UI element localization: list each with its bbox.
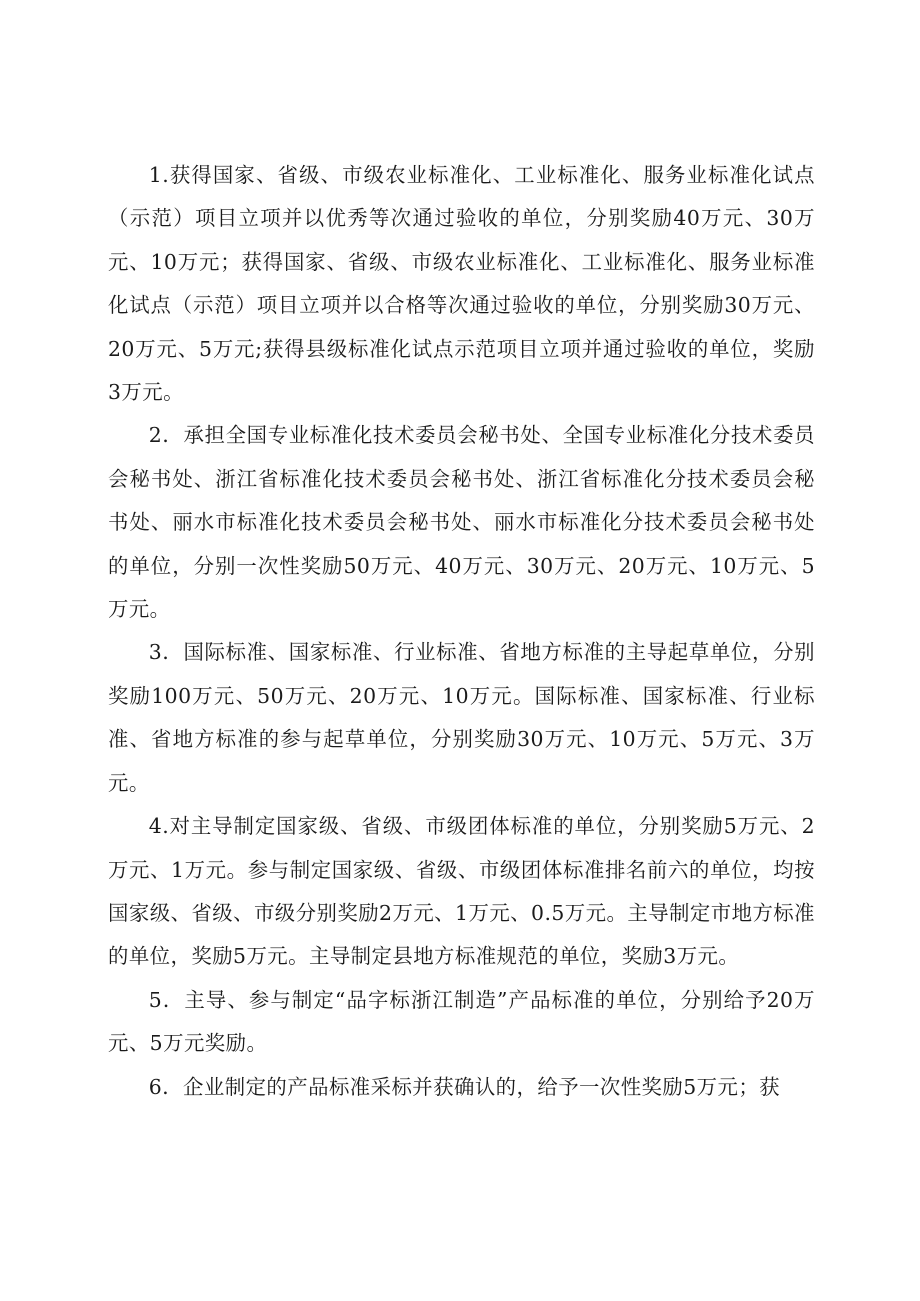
paragraph-6: 6．企业制定的产品标准采标并获确认的，给予一次性奖励5万元；获 [148,1074,781,1099]
paragraph-3: 3．国际标准、国家标准、行业标准、省地方标准的主导起草单位，分别奖励100万元、50万元、20万元、10万元。国际标准、国家标准、行业标准、省地方标准的参与起草单位，分别奖励30万元、10万元、5万元、3万元。 [108,640,815,795]
document-body [108,154,815,1109]
paragraph-5: 5．主导、参与制定“品字标浙江制造”产品标准的单位，分别给予20万元、5万元奖励。 [108,987,815,1056]
paragraph-2: 2．承担全国专业标准化技术委员会秘书处、全国专业标准化分技术委员会秘书处、浙江省标准化技术委员会秘书处、浙江省标准化分技术委员会秘书处、丽水市标准化技术委员会秘书处、丽水市标准化分技术委员会秘书处的单位，分别一次性奖励50万元、40万元、30万元、20万元、10万元、5万元。 [108,423,815,622]
paragraph-1: 1.获得国家、省级、市级农业标准化、工业标准化、服务业标准化试点（示范）项目立项并以优秀等次通过验收的单位，分别奖励40万元、30万元、10万元；获得国家、省级、市级农业标准化、工业标准化、服务业标准化试点（示范）项目立项并以合格等次通过验收的单位，分别奖励30万元、20万元、5万元;获得县级标准化试点示范项目立项并通过验收的单位，奖励3万元。 [108,163,815,405]
paragraph-4: 4.对主导制定国家级、省级、市级团体标准的单位，分别奖励5万元、2万元、1万元。参与制定国家级、省级、市级团体标准排名前六的单位，均按国家级、省级、市级分别奖励2万元、1万元、0.5万元。主导制定市地方标准的单位，奖励5万元。主导制定县地方标准规范的单位，奖励3万元。 [108,814,815,969]
